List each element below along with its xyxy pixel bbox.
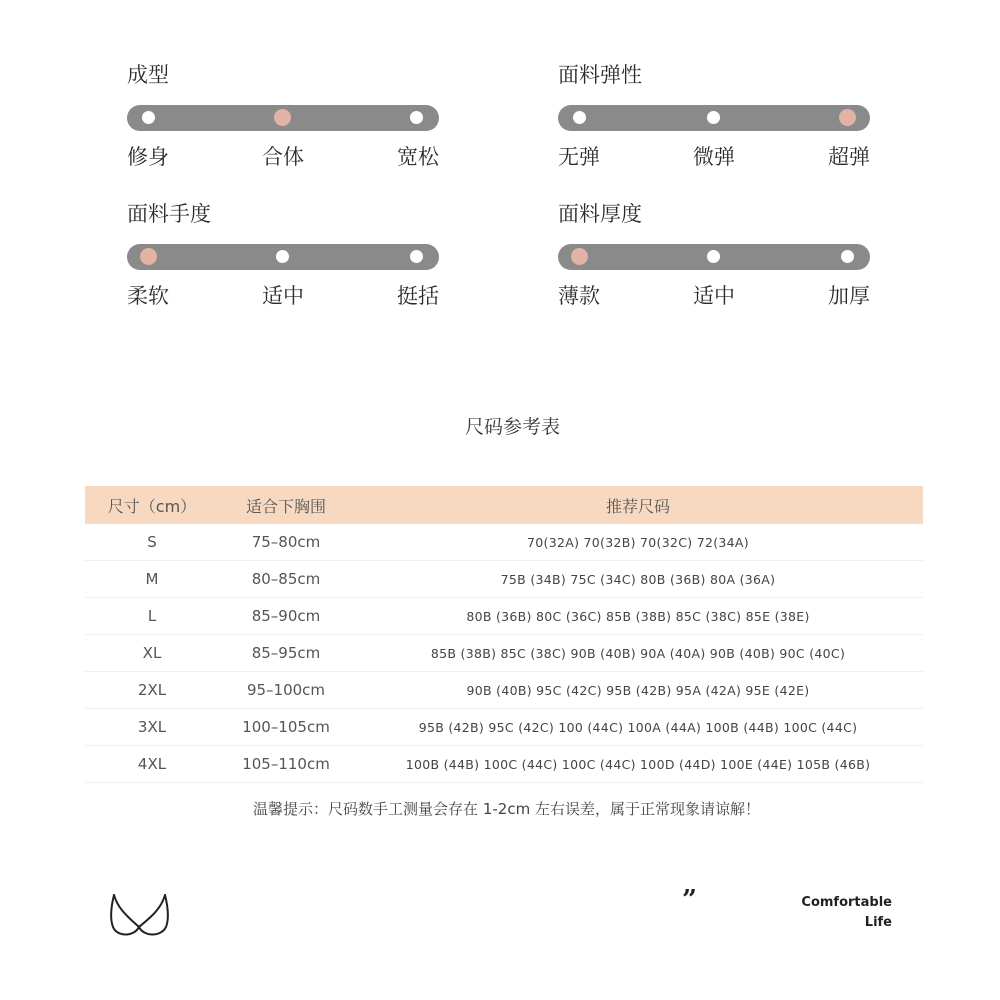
size-cell: 2XL	[85, 672, 219, 709]
size-cell: M	[85, 561, 219, 598]
underbust-cell: 105–110cm	[219, 746, 353, 783]
quote-mark: ”	[682, 885, 697, 915]
slider-label: 薄款	[558, 284, 600, 308]
bra-icon	[108, 893, 172, 939]
size-cell: L	[85, 598, 219, 635]
elasticity-attribute	[558, 61, 870, 169]
size-table-title: 尺码参考表	[464, 416, 560, 438]
table-row	[85, 524, 923, 561]
slider-label: 无弹	[558, 145, 600, 169]
slider-label: 微弹	[693, 145, 735, 169]
attribute-title: 面料手度	[127, 202, 211, 226]
slider-label: 柔软	[127, 284, 169, 308]
slider-dot	[841, 250, 854, 263]
slider-dot-selected	[839, 109, 856, 126]
slider-dot	[573, 111, 586, 124]
underbust-cell: 80–85cm	[219, 561, 353, 598]
slider-label: 加厚	[828, 284, 870, 308]
attribute-slider	[558, 244, 870, 270]
slider-label: 超弹	[828, 145, 870, 169]
slider-label: 挺括	[397, 284, 439, 308]
size-cell: 3XL	[85, 709, 219, 746]
attribute-slider	[558, 105, 870, 131]
table-row	[85, 561, 923, 598]
fit-attribute	[127, 61, 439, 169]
slider-dot-selected	[274, 109, 291, 126]
attribute-slider	[127, 105, 439, 131]
underbust-cell: 100–105cm	[219, 709, 353, 746]
brand-line-1: Comfortable	[801, 895, 892, 910]
slider-label: 宽松	[397, 145, 439, 169]
size-cell: 4XL	[85, 746, 219, 783]
brand-tagline	[801, 893, 892, 933]
recommended-cell: 80B (36B) 80C (36C) 85B (38B) 85C (38C) 85E (38E)	[353, 598, 923, 635]
header-size: 尺寸（cm）	[85, 486, 219, 524]
recommended-cell: 75B (34B) 75C (34C) 80B (36B) 80A (36A)	[353, 561, 923, 598]
slider-dot-selected	[140, 248, 157, 265]
recommended-cell: 100B (44B) 100C (44C) 100C (44C) 100D (44D) 100E (44E) 105B (46B)	[353, 746, 923, 783]
attribute-slider	[127, 244, 439, 270]
table-row	[85, 635, 923, 672]
attribute-title: 面料厚度	[558, 202, 642, 226]
slider-dot	[410, 111, 423, 124]
slider-dot	[142, 111, 155, 124]
slider-dot	[707, 111, 720, 124]
attribute-title: 面料弹性	[558, 63, 642, 87]
slider-label: 适中	[693, 284, 735, 308]
slider-dot	[276, 250, 289, 263]
slider-dot	[707, 250, 720, 263]
underbust-cell: 85–90cm	[219, 598, 353, 635]
recommended-cell: 90B (40B) 95C (42C) 95B (42B) 95A (42A) 95E (42E)	[353, 672, 923, 709]
softness-attribute	[127, 200, 439, 308]
header-recommended: 推荐尺码	[353, 486, 923, 524]
recommended-cell: 85B (38B) 85C (38C) 90B (40B) 90A (40A) 90B (40B) 90C (40C)	[353, 635, 923, 672]
underbust-cell: 95–100cm	[219, 672, 353, 709]
size-cell: S	[85, 524, 219, 561]
recommended-cell: 70(32A) 70(32B) 70(32C) 72(34A)	[353, 524, 923, 561]
slider-label: 合体	[262, 145, 304, 169]
recommended-cell: 95B (42B) 95C (42C) 100 (44C) 100A (44A) 100B (44B) 100C (44C)	[353, 709, 923, 746]
underbust-cell: 75–80cm	[219, 524, 353, 561]
slider-label: 修身	[127, 145, 169, 169]
table-row	[85, 709, 923, 746]
measurement-note: 温馨提示：尺码数手工测量会存在 1-2cm 左右误差，属于正常现象请谅解！	[253, 800, 760, 818]
table-row	[85, 746, 923, 783]
size-table	[85, 486, 923, 783]
thickness-attribute	[558, 200, 870, 308]
underbust-cell: 85–95cm	[219, 635, 353, 672]
table-row	[85, 598, 923, 635]
slider-label: 适中	[262, 284, 304, 308]
size-cell: XL	[85, 635, 219, 672]
attribute-title: 成型	[127, 63, 169, 87]
table-header-row	[85, 486, 923, 524]
table-row	[85, 672, 923, 709]
header-underbust: 适合下胸围	[219, 486, 353, 524]
slider-dot	[410, 250, 423, 263]
brand-line-2: Life	[864, 915, 892, 930]
slider-dot-selected	[571, 248, 588, 265]
